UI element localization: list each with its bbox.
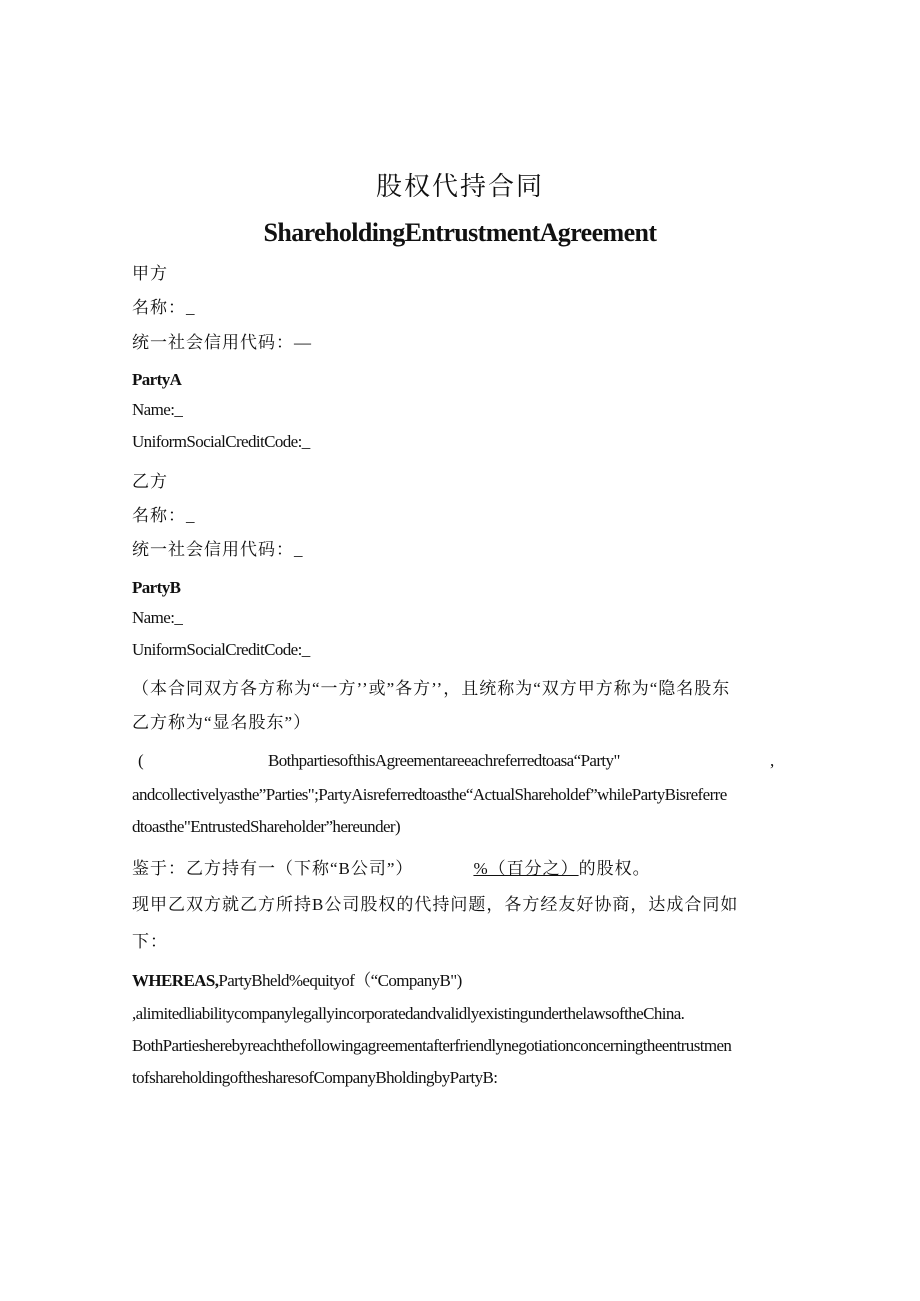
whereas-en-label: WHEREAS,: [132, 971, 219, 990]
whereas-en-line4: tofshareholdingofthesharesofCompanyBholdingbyPartyB:: [132, 1068, 498, 1087]
party-a-heading-cn: 甲方: [132, 264, 168, 283]
definitions-en-open-paren: (: [138, 751, 144, 770]
whereas-cn-percent: %（百分之）: [473, 859, 579, 878]
whereas-en-line1-rest: PartyBheld%equityof（“CompanyB"): [218, 971, 462, 990]
party-a-code-cn: 统一社会信用代码：—: [132, 333, 312, 352]
whereas-en-line1: [132, 970, 462, 992]
whereas-cn-line3: 下：: [132, 932, 168, 951]
definitions-en-line3: dtoasthe"EntrustedShareholder”hereunder): [132, 817, 401, 836]
party-b-code-en: UniformSocialCreditCode:_: [132, 640, 310, 659]
party-b-heading-en: PartyB: [132, 578, 181, 597]
definitions-en-line2: andcollectivelyasthe”Parties";PartyAisreferredtoasthe“ActualShareholdef”whilePartyBisreferre: [132, 785, 727, 804]
party-b-heading-cn: 乙方: [132, 472, 168, 491]
party-a-code-en: UniformSocialCreditCode:_: [132, 432, 310, 451]
definitions-cn-line1: （本合同双方各方称为“一方’’或”各方’’，且统称为“双方甲方称为“隐名股东: [132, 679, 731, 698]
party-a-name-cn: 名称：_: [132, 298, 196, 317]
whereas-cn-line2: 现甲乙双方就乙方所持B公司股权的代持问题，各方经友好协商，达成合同如: [132, 895, 739, 914]
party-b-code-cn: 统一社会信用代码：_: [132, 540, 304, 559]
whereas-cn-prefix: 鉴于：乙方持有一（下称“B公司”）: [132, 859, 414, 878]
whereas-cn-line1: [132, 858, 651, 880]
party-a-name-en: Name:_: [132, 400, 183, 419]
whereas-en-line3: BothPartiesherebyreachthefollowingagreementafterfriendlynegotiationconcerningtheentrustmen: [132, 1036, 732, 1055]
whereas-cn-suffix: 的股权。: [578, 859, 651, 878]
title-english: ShareholdingEntrustmentAgreement: [263, 218, 657, 247]
definitions-en-comma: ,: [770, 751, 775, 770]
party-a-heading-en: PartyA: [132, 370, 182, 389]
definitions-cn-line2: 乙方称为“显名股东”）: [132, 713, 312, 732]
party-b-name-cn: 名称：_: [132, 506, 196, 525]
whereas-en-line2: ,alimitedliabilitycompanylegallyincorporatedandvalidlyexistingunderthelawsoftheChina.: [132, 1004, 685, 1023]
title-chinese: 股权代持合同: [375, 172, 544, 201]
definitions-en-line1: BothpartiesofthisAgreementareeachreferredtoasa“Party": [268, 751, 620, 770]
party-b-name-en: Name:_: [132, 608, 183, 627]
